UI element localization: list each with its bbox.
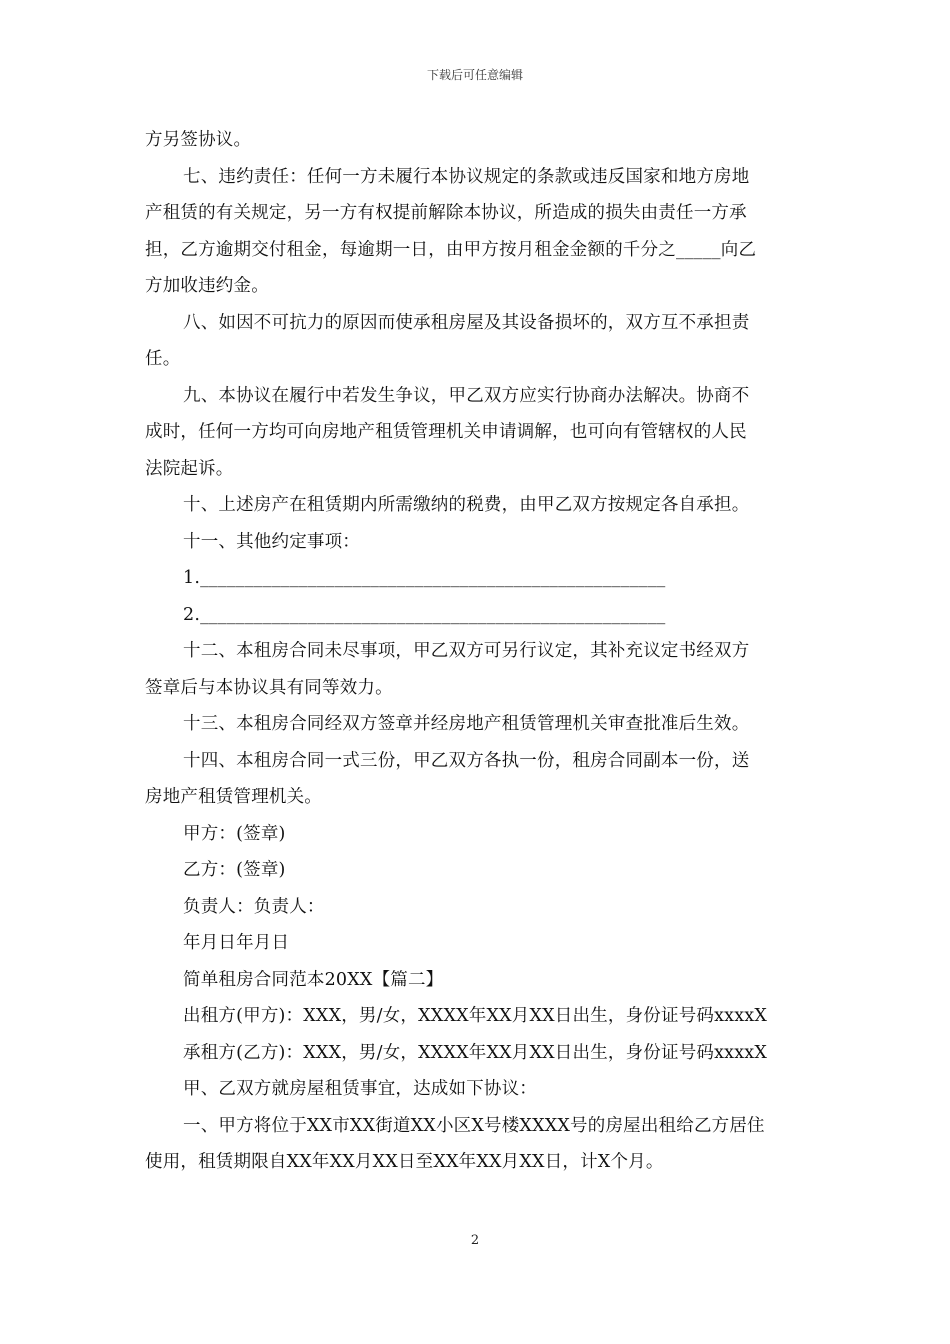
text-line: 担，乙方逾期交付租金，每逾期一日，由甲方按月租金金额的千分之_____向乙 [145, 239, 757, 260]
text-line: 乙方：(签章) [183, 860, 286, 880]
text-line: 年月日年月日 [183, 933, 290, 953]
text-line: 八、如因不可抗力的原因而使承租房屋及其设备损坏的，双方互不承担责 [183, 312, 750, 333]
text-line: 简单租房合同范本20XX【篇二】 [183, 969, 444, 990]
text-line: 1.____________________________________________________ [183, 568, 666, 588]
text-line: 甲、乙双方就房屋租赁事宜，达成如下协议： [183, 1079, 537, 1099]
text-line: 使用，租赁期限自XX年XX月XX日至XX年XX月XX日，计X个月。 [145, 1152, 664, 1172]
text-line: 方另签协议。 [145, 130, 252, 150]
text-line: 房地产租赁管理机关。 [145, 787, 322, 807]
text-line: 产租赁的有关规定，另一方有权提前解除本协议，所造成的损失由责任一方承 [145, 203, 747, 223]
text-line: 方加收违约金。 [145, 276, 269, 296]
text-line: 十三、本租房合同经双方签章并经房地产租赁管理机关审查批准后生效。 [183, 714, 750, 734]
text-line: 法院起诉。 [145, 458, 234, 479]
text-line: 十二、本租房合同未尽事项，甲乙双方可另行议定，其补充议定书经双方 [183, 641, 750, 661]
text-line: 十一、其他约定事项： [183, 531, 360, 552]
text-line: 出租方(甲方)：XXX，男/女，XXXX年XX月XX日出生，身份证号码xxxxX [183, 1006, 768, 1026]
text-line: 七、违约责任：任何一方未履行本协议规定的条款或违反国家和地方房地 [183, 166, 750, 187]
page-number: 2 [470, 1233, 480, 1248]
text-line: 任。 [145, 349, 181, 369]
document-body [145, 122, 810, 1181]
text-line: 十、上述房产在租赁期内所需缴纳的税费，由甲乙双方按规定各自承担。 [183, 495, 750, 515]
text-line: 负责人：负责人： [183, 896, 325, 917]
text-line: 甲方：(签章) [183, 823, 286, 844]
text-line: 一、甲方将位于XX市XX街道XX小区X号楼XXXX号的房屋出租给乙方居住 [183, 1115, 765, 1136]
text-line: 成时，任何一方均可向房地产租赁管理机关申请调解，也可向有管辖权的人民 [145, 422, 747, 442]
text-line: 九、本协议在履行中若发生争议，甲乙双方应实行协商办法解决。协商不 [183, 385, 750, 406]
text-line: 十四、本租房合同一式三份，甲乙双方各执一份，租房合同副本一份，送 [183, 750, 750, 771]
page-header: 下载后可任意编辑 [426, 68, 523, 82]
text-line: 签章后与本协议具有同等效力。 [145, 677, 393, 698]
text-line: 承租方(乙方)：XXX，男/女，XXXX年XX月XX日出生，身份证号码xxxxX [183, 1042, 768, 1063]
text-line: 2.____________________________________________________ [183, 604, 666, 625]
